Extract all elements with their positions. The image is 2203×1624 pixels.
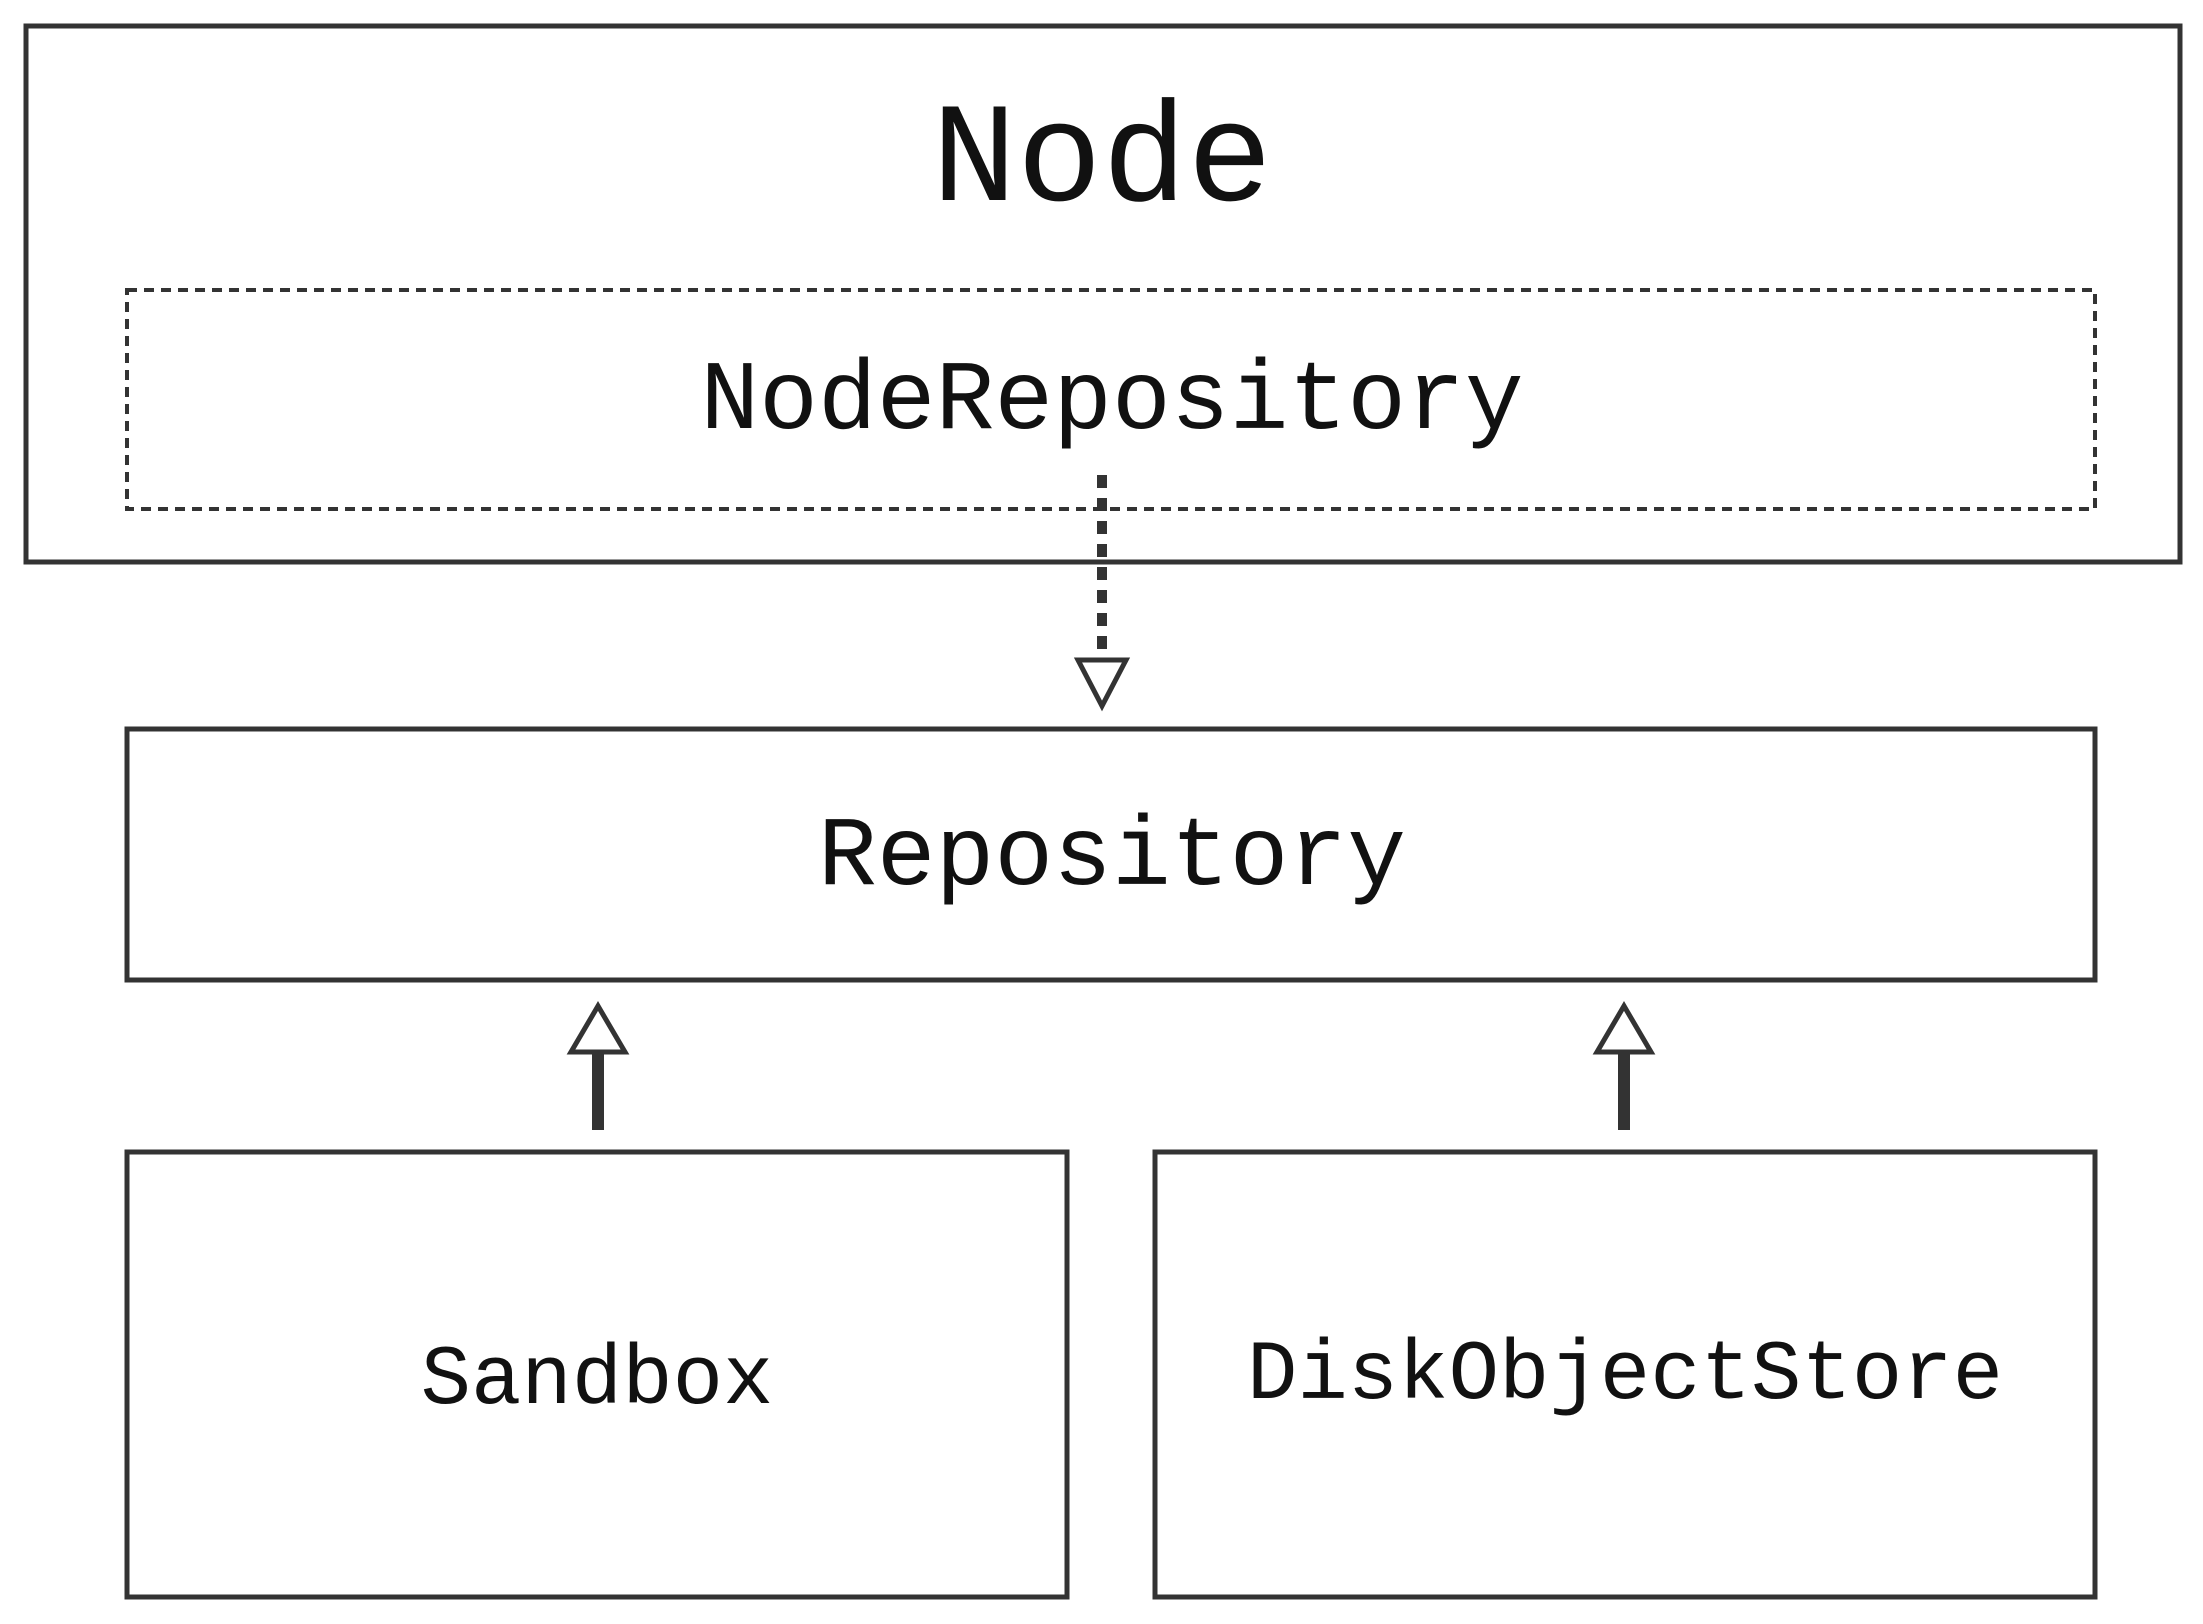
hollow-arrowhead-icon <box>1597 1006 1651 1052</box>
node-repository-box <box>127 290 2095 509</box>
diskobjectstore-inheritance-arrow <box>1597 1006 1651 1130</box>
diskobjectstore-label: DiskObjectStore <box>1246 1329 2004 1424</box>
sandbox-label: Sandbox <box>420 1334 774 1429</box>
hollow-arrowhead-icon <box>571 1006 625 1052</box>
node-repository-label: NodeRepository <box>700 347 1524 458</box>
sandbox-inheritance-arrow <box>571 1006 625 1130</box>
sandbox-box <box>127 1152 1067 1597</box>
repository-label: Repository <box>817 803 1407 914</box>
diskobjectstore-box <box>1155 1152 2095 1597</box>
repository-box <box>127 729 2095 980</box>
node-title: Node <box>931 82 1273 243</box>
hollow-arrowhead-icon <box>1078 660 1126 706</box>
